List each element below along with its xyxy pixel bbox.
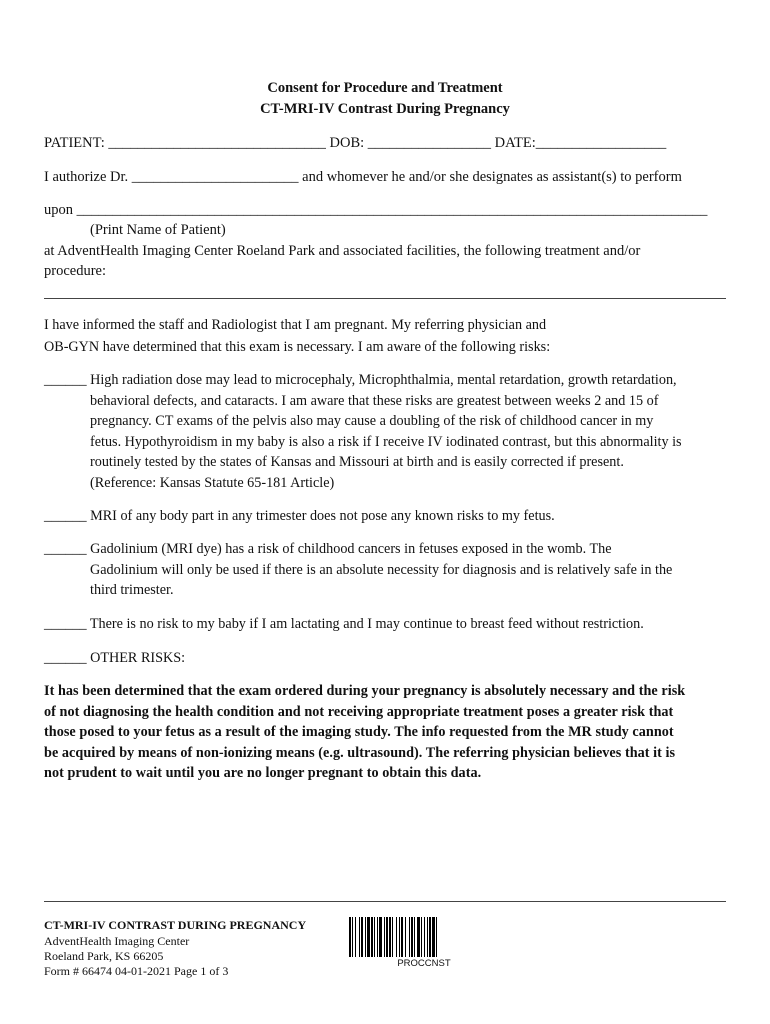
footer-form-title: CT-MRI-IV CONTRAST DURING PREGNANCY: [44, 918, 307, 932]
risk-radiation-line-3: pregnancy. CT exams of the pelvis also may cause a doubling of the risk of childhood cancer in my: [90, 413, 654, 429]
determination-line-2: of not diagnosing the health condition and not receiving appropriate treatment poses a greater risk that: [44, 704, 674, 720]
print-name-note: (Print Name of Patient): [90, 222, 226, 238]
barcode: [348, 917, 500, 957]
form-title-line2: CT-MRI-IV Contrast During Pregnancy: [260, 101, 510, 117]
facility-line-1: at AdventHealth Imaging Center Roeland Park and associated facilities, the following treatment and/or: [44, 243, 641, 259]
risk-gadolinium-line-2: Gadolinium will only be used if there is an absolute necessity for diagnosis and is relatively safe in the: [90, 562, 673, 578]
determination-line-1: It has been determined that the exam ordered during your pregnancy is absolutely necessary and the risk: [44, 683, 686, 699]
facility-line-2: procedure:: [44, 263, 106, 279]
risk-radiation-line-6: (Reference: Kansas Statute 65-181 Article): [90, 475, 335, 491]
informed-line-1: I have informed the staff and Radiologist that I am pregnant. My referring physician and: [44, 317, 547, 333]
risk-radiation-line-4: fetus. Hypothyroidism in my baby is also a risk if I receive IV iodinated contrast, but this abnormality is: [90, 434, 682, 450]
determination-line-5: not prudent to wait until you are no longer pregnant to obtain this data.: [44, 765, 482, 781]
form-title-line1: Consent for Procedure and Treatment: [267, 80, 503, 96]
barcode-label: PROCCNST: [397, 958, 451, 969]
risk-gadolinium-line-3: third trimester.: [90, 582, 174, 598]
risk-radiation-line-2: behavioral defects, and cataracts. I am aware that these risks are greatest between weeks 2 and 15 of: [90, 393, 659, 409]
risk-gadolinium-line-1: ______ Gadolinium (MRI dye) has a risk of childhood cancers in fetuses exposed in the womb. The: [44, 541, 612, 557]
footer-org: AdventHealth Imaging Center: [44, 934, 190, 948]
risk-other-line: ______ OTHER RISKS:: [44, 650, 186, 666]
authorize-doctor-line[interactable]: I authorize Dr. _______________________ and whomever he and/or she designates as assistant(s) to perform: [44, 169, 682, 185]
risk-mri-line: ______ MRI of any body part in any trimester does not pose any known risks to my fetus.: [44, 508, 555, 524]
procedure-blank-line[interactable]: [44, 298, 726, 299]
footer-address: Roeland Park, KS 66205: [44, 949, 164, 963]
determination-line-4: be acquired by means of non-ionizing means (e.g. ultrasound). The referring physician believes that it is: [44, 745, 676, 761]
risk-lactating-line: ______ There is no risk to my baby if I am lactating and I may continue to breast feed without restriction.: [44, 616, 644, 632]
footer-divider: [44, 901, 726, 902]
informed-line-2: OB-GYN have determined that this exam is necessary. I am aware of the following risks:: [44, 339, 551, 355]
determination-line-3: those posed to your fetus as a result of the imaging study. The info requested from the MR study cannot: [44, 724, 674, 740]
footer-form-info: Form # 66474 04-01-2021 Page 1 of 3: [44, 964, 229, 978]
risk-radiation-line-1: ______ High radiation dose may lead to microcephaly, Microphthalmia, mental retardation, growth retardation,: [44, 372, 677, 388]
patient-dob-date-row[interactable]: PATIENT: ______________________________ DOB: _________________ DATE:__________________: [44, 135, 667, 151]
patient-name-line[interactable]: upon _______________________________________________________________________________________: [44, 202, 708, 218]
risk-radiation-line-5: routinely tested by the states of Kansas and Missouri at birth and is easily corrected if present.: [90, 454, 624, 470]
